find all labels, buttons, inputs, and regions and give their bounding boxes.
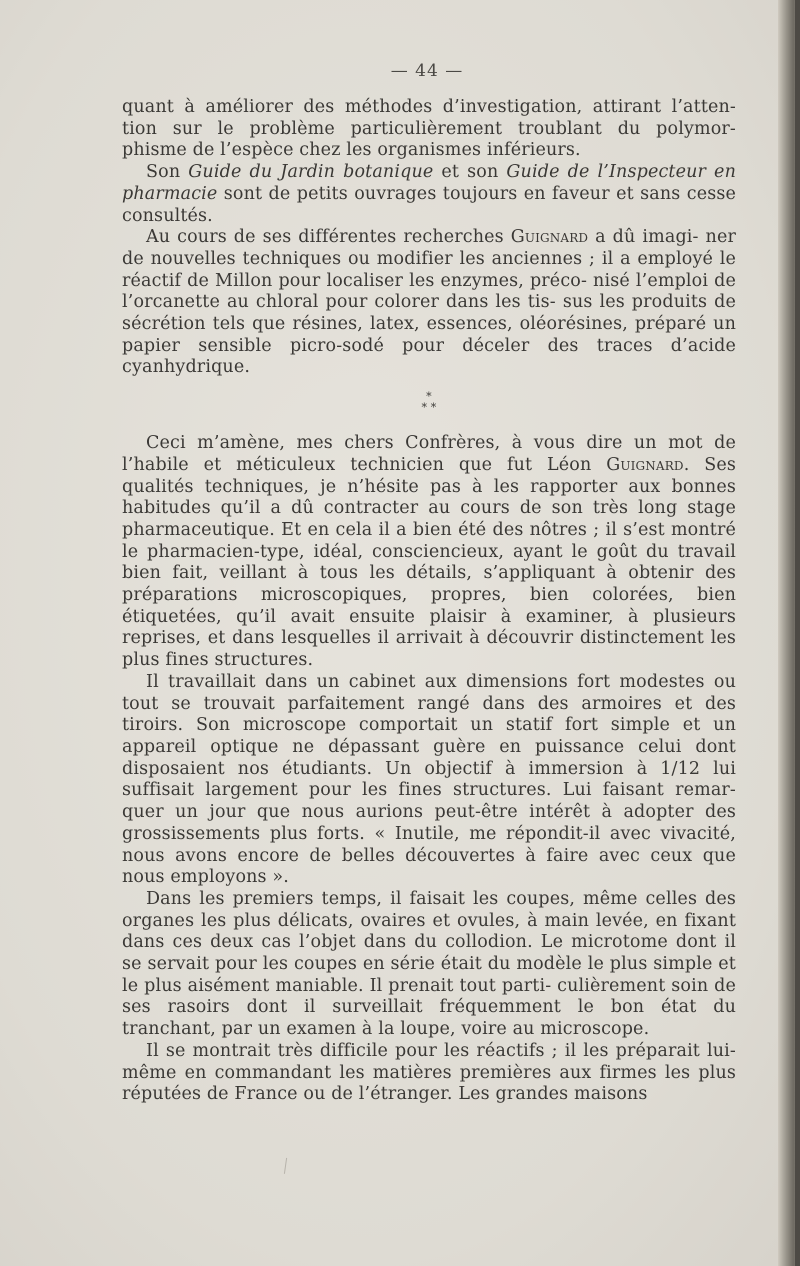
paragraph-3-text-a: Au cours de ses différentes recherches: [146, 227, 511, 248]
paragraph-2: [122, 162, 736, 227]
body-text: [122, 97, 736, 1106]
paragraph-6: [122, 889, 736, 1041]
paragraph-2-text-b: et son: [433, 162, 507, 183]
paragraph-2-text-c: sont de petits ouvrages toujours en faveur et sans cesse consultés.: [122, 183, 736, 226]
paragraph-2-text-a: Son: [146, 162, 189, 183]
section-asterism: [122, 379, 736, 433]
paragraph-5: [122, 672, 736, 889]
author-name-guignard-2: Guignard: [606, 454, 684, 475]
paragraph-6-text: Dans les premiers temps, il faisait les coupes, même celles des organes les plus délicats, ovaires et ovules, à main levée, en fixant dans ces deux cas l’objet dans du collodion. Le microtome dont il se servait pour les coupes en série était du modèle le plus simple et le plus aisément maniable. Il prenait tout parti- culièrement soin de ses rasoirs dont il surveillait fréquemment le bon état du tranchant, par un examen à la loupe, voire au microscope.: [122, 888, 736, 1040]
paragraph-7: [122, 1041, 736, 1106]
paragraph-4-text-a: Ceci m’amène, mes chers Confrères, à vous dire un mot de l’habile et méticuleux technicien que fut Léon: [122, 433, 736, 475]
paragraph-1-text: quant à améliorer des méthodes d’investigation, attirant l’atten- tion sur le problème particulièrement troublant du polymor- phisme de l’espèce chez les organismes inférieurs.: [122, 97, 736, 161]
page-edge-dark: [795, 0, 800, 1266]
page-number: — 44 —: [390, 61, 464, 81]
paper-blemish: [284, 1158, 289, 1174]
paragraph-7-text: Il se montrait très difficile pour les réactifs ; il les préparait lui-même en commandant les matières premières aux firmes les plus réputées de France ou de l’étranger. Les grandes maisons: [122, 1040, 736, 1105]
paragraph-4-text-b: . Ses qualités techniques, je n’hésite pas à les rapporter aux bonnes habitudes qu’il a dû contracter au cours de son très long stage pharmaceutique. Et en cela il a bien été des nôtres ; il s’est montré le pharmacien-type, idéal, consciencieux, ayant le goût du travail bien fait, veillant à tous les détails, s’appliquant à obtenir des préparations microscopiques, propres, bien colorées, bien étiquetées, qu’il avait ensuite plaisir à examiner, à plusieurs reprises, et dans lesquelles il arrivait à découvrir distinctement les plus fines structures.: [122, 454, 736, 671]
paragraph-1: [122, 97, 736, 162]
paragraph-3: [122, 227, 736, 379]
paragraph-3-text-b: a dû imagi- ner de nouvelles techniques ou modifier les anciennes ; il a employé le réactif de Millon pour localiser les enzymes, préco- nisé l’emploi de l’orcanette au chloral pour colorer dans les tis- sus les produits de sécrétion tels que résines, latex, essences, oléorésines, préparé un papier sensible picro-sodé pour déceler des traces d’acide cyanhydrique.: [122, 227, 736, 378]
author-name-guignard: Guignard: [510, 227, 589, 248]
asterism-top: *: [426, 390, 432, 404]
paragraph-5-text: Il travaillait dans un cabinet aux dimensions fort modestes ou tout se trouvait parfaitement rangé dans des armoires et des tiroirs. Son microscope comportait un statif fort simple et un appareil optique ne dépassant guère en puissance celui dont disposaient nos étudiants. Un objectif à immersion à 1/12 lui suffisait largement pour les fines structures. Lui faisant remar- quer un jour que nous aurions peut-être intérêt à adopter des grossissements plus forts. « Inutile, me répondit-il avec vivacité, nous avons encore de belles découvertes à faire avec ceux que nous employons ».: [122, 671, 736, 888]
book-title-guide-inspecteur: Guide de l’Inspecteur en pharmacie: [122, 162, 736, 204]
asterism-bottom: * *: [421, 401, 437, 415]
paragraph-4: [122, 433, 736, 672]
book-title-guide-jardin: Guide du Jardin botanique: [188, 162, 434, 183]
